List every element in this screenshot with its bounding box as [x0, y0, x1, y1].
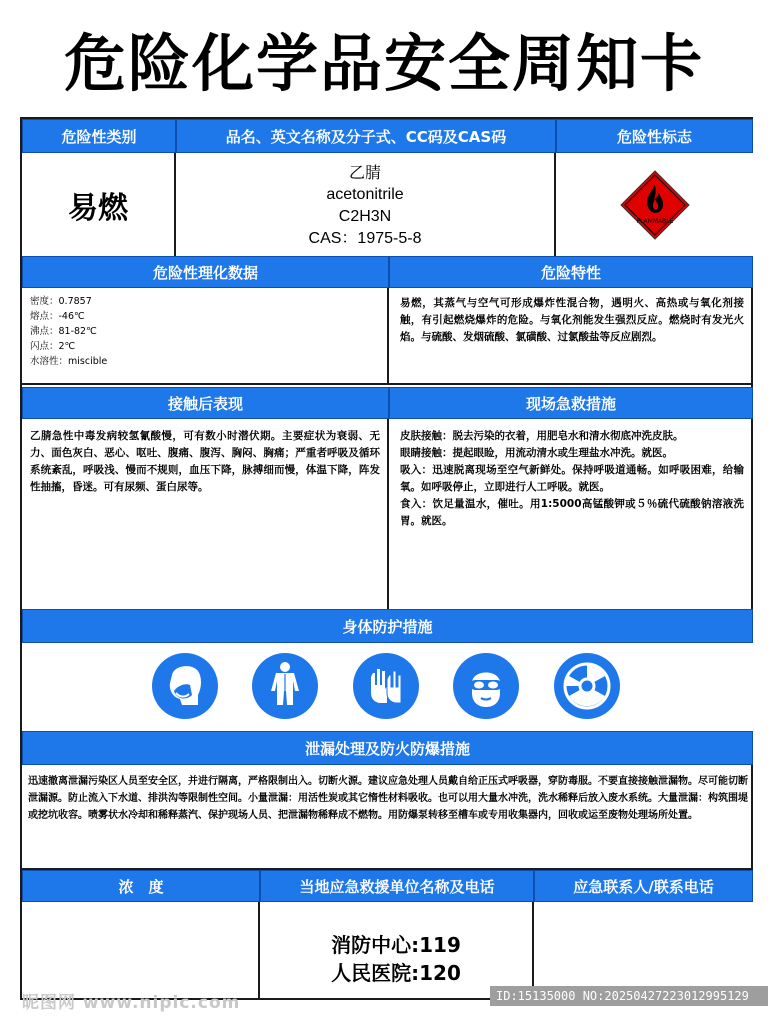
respirator-icon	[152, 653, 218, 719]
physchem-line: 水溶性：miscible	[30, 356, 108, 367]
rescue-unit-value	[260, 902, 532, 998]
chemical-en-name: acetonitrile	[326, 186, 404, 203]
header-hazard-class: 危险性类别	[22, 119, 176, 153]
physchem-line: 密度：0.7857	[30, 296, 92, 307]
header-hazard-props: 危险特性	[389, 256, 753, 288]
flammable-diamond-icon	[619, 169, 691, 241]
physchem-line: 熔点：-46℃	[30, 311, 85, 322]
header-names: 品名、英文名称及分子式、CC码及CAS码	[176, 119, 556, 153]
safety-card	[20, 117, 753, 1000]
hazard-props-text: 易燃，其蒸气与空气可形成爆炸性混合物，遇明火、高热或与氧化剂接触，有引起燃烧爆炸的危险。与氧化剂能发生强烈反应。燃烧时有发光火焰。与硫酸、发烟硫酸、氯磺酸、过氯酸盐等反应剧烈。	[400, 295, 744, 381]
first-aid-inhale: 吸入：迅速脱离现场至空气新鲜处。保持呼吸道通畅。如呼吸困难，给输氧。如呼吸停止，立即进行人工呼吸。就医。	[400, 464, 744, 493]
rescue-fire: 消防中心:119	[331, 933, 461, 957]
radiation-shield-icon	[554, 653, 620, 719]
page-title: 危险化学品安全周知卡	[63, 26, 704, 100]
header-protection: 身体防护措施	[22, 609, 753, 643]
physchem-line: 闪点：2℃	[30, 341, 76, 352]
header-rescue-unit: 当地应急救援单位名称及电话	[260, 870, 534, 902]
chemical-identity	[176, 159, 554, 253]
first-aid-skin: 皮肤接触：脱去污染的衣着，用肥皂水和清水彻底冲洗皮肤。	[400, 430, 684, 442]
chemical-cas: CAS：1975-5-8	[308, 230, 422, 247]
chemical-formula: C2H3N	[338, 208, 392, 225]
ppe-icon-row	[22, 643, 753, 731]
watermark-left: 昵图网 www.nipic.com	[22, 993, 241, 1013]
rescue-hospital: 人民医院:120	[331, 961, 461, 985]
hazard-class-text: 易燃	[68, 190, 128, 226]
header-leak: 泄漏处理及防火防爆措施	[22, 731, 753, 765]
physchem-line: 沸点：81-82℃	[30, 326, 97, 337]
contact-value	[534, 902, 753, 998]
header-physchem: 危险性理化数据	[22, 256, 389, 288]
header-hazard-sign: 危险性标志	[556, 119, 753, 153]
first-aid-ingest: 食入：饮足量温水，催吐。用1:5000高锰酸钾或５％硫代硫酸钠溶液洗胃。就医。	[400, 498, 744, 527]
header-first-aid: 现场急救措施	[389, 387, 753, 419]
header-concentration: 浓 度	[22, 870, 260, 902]
concentration-value	[22, 902, 258, 998]
header-contact: 应急联系人/联系电话	[534, 870, 753, 902]
first-aid-list	[400, 428, 744, 604]
leak-text: 迅速撤离泄漏污染区人员至安全区，并进行隔离，严格限制出入。切断火源。建议应急处理人员戴自给正压式呼吸器，穿防毒服。不要直接接触泄漏物。尽可能切断泄漏源。防止流入下水道、排洪沟等限制性空间。小量泄漏：用活性炭或其它惰性材料吸收。也可以用大量水冲洗，洗水稀释后放入废水系统。大量泄漏：构筑围堤或挖坑收容。喷雾状水冷却和稀释蒸汽、保护现场人员、把泄漏物稀释成不燃物。用防爆泵转移至槽车或专用收集器内，回收或运至废物处理场所处置。	[28, 773, 748, 865]
exposure-text: 乙腈急性中毒发病较氢氰酸慢，可有数小时潜伏期。主要症状为衰弱、无力、面色灰白、恶心、呕吐、腹痛、腹泻、胸闷、胸痛；严重者呼吸及循环系统紊乱，呼吸浅、慢而不规则，血压下降，脉搏细而慢，体温下降，阵发性抽搐，昏迷。可有尿频、蛋白尿等。	[30, 428, 380, 598]
hazard-sign-cell	[556, 153, 753, 256]
goggles-icon	[453, 653, 519, 719]
watermark-right: ID:15135000 NO:20250427223012995129	[490, 986, 768, 1006]
physchem-data	[30, 294, 382, 380]
first-aid-eyes: 眼睛接触：提起眼睑，用流动清水或生理盐水冲洗。就医。	[400, 447, 673, 459]
svg-text:FLAMMABLE: FLAMMABLE	[636, 217, 673, 225]
hazard-class-value	[22, 153, 174, 256]
chemical-cn-name: 乙腈	[348, 163, 381, 182]
header-exposure: 接触后表现	[22, 387, 389, 419]
protective-suit-icon	[252, 653, 318, 719]
gloves-icon	[353, 653, 419, 719]
